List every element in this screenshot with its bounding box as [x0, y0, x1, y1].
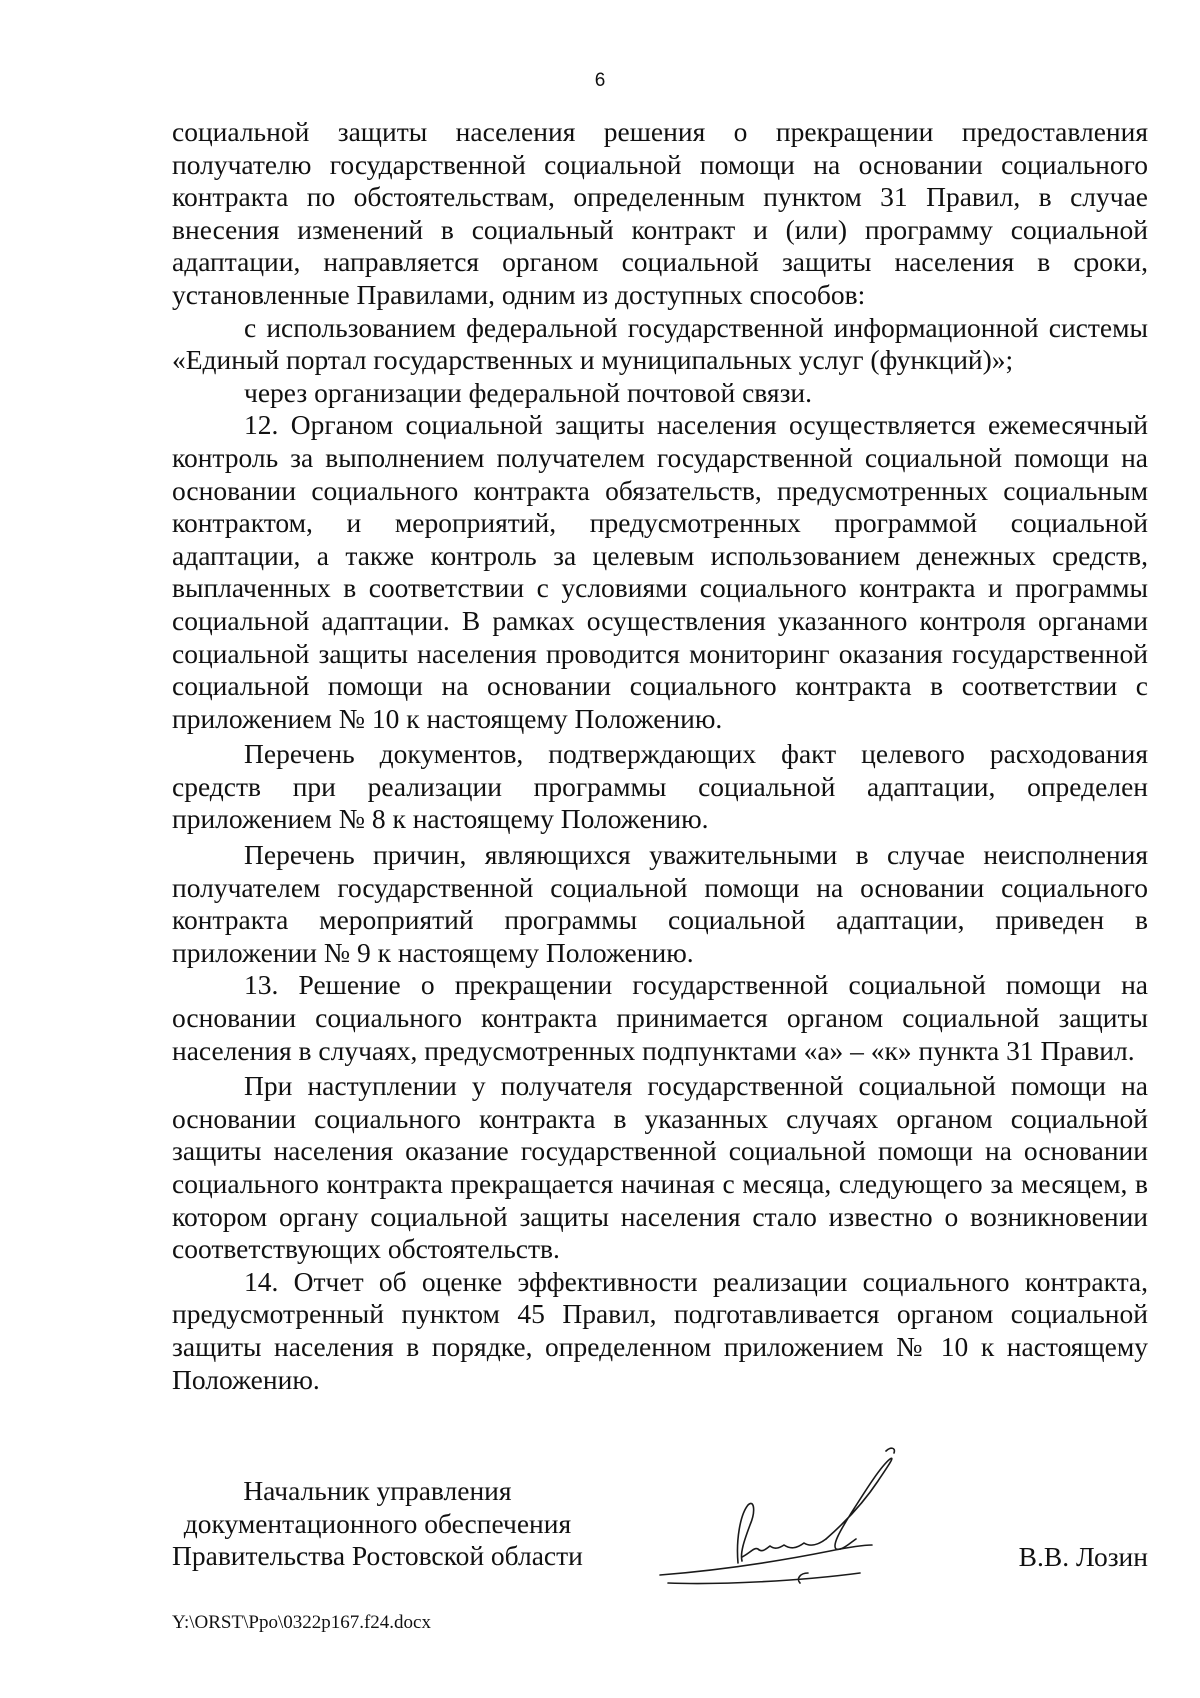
position-line-3: Правительства Ростовской области	[172, 1540, 583, 1572]
paragraph-method-portal: с использованием федеральной государственной информационной системы «Единый портал государственных и муниципальных услуг (функций)»;	[172, 311, 1148, 376]
position-line-1: Начальник управления	[243, 1475, 512, 1506]
page-number: 6	[594, 70, 606, 91]
position-line-2: документационного обеспечения	[183, 1507, 572, 1539]
handwritten-signature	[650, 1445, 990, 1585]
paragraph-item-14: 14. Отчет об оценке эффективности реализации социального контракта, предусмотренный пунктом 45 Правил, подготавливается органом социальной защиты населения в порядке, определенном приложением № 10 к настоящему Положению.	[172, 1265, 1148, 1395]
document-body	[172, 116, 1148, 1396]
paragraph-item-12: 12. Органом социальной защиты населения осуществляется ежемесячный контроль за выполнением получателем государственной социальной помощи на основании социального контракта обязательств, предусмотренных социальным контрактом, и мероприятий, предусмотренных программой социальной адаптации, а также контроль за целевым использованием денежных средств, выплаченных в соответствии с условиями социального контракта и программы социальной адаптации. В рамках осуществления указанного контроля органами социальной защиты населения проводится мониторинг оказания государственной социальной помощи на основании социального контракта в соответствии с приложением № 10 к настоящему Положению.	[172, 409, 1148, 734]
paragraph-method-post: через организации федеральной почтовой связи.	[244, 376, 813, 408]
signer-name: В.В. Лозин	[1018, 1541, 1148, 1572]
paragraph-documents-list: Перечень документов, подтверждающих факт целевого расходования средств при реализации программы социальной адаптации, определен приложением № 8 к настоящему Положению.	[172, 738, 1148, 835]
paragraph-continuation: социальной защиты населения решения о прекращении предоставления получателю государственной социальной помощи на основании социального контракта по обстоятельствам, определенным пунктом 31 Правил, в случае внесения изменений в социальный контракт и (или) программу социальной адаптации, направляется органом социальной защиты населения в сроки, установленные Правилами, одним из доступных способов:	[172, 116, 1148, 310]
paragraph-termination: При наступлении у получателя государственной социальной помощи на основании социального контракта в указанных случаях органом социальной защиты населения оказание государственной социальной помощи на основании социального контракта прекращается начиная с месяца, следующего за месяцем, в котором органу социальной защиты населения стало известно о возникновении соответствующих обстоятельств.	[172, 1070, 1148, 1265]
file-path: Y:\ORST\Ppo\0322p167.f24.docx	[172, 1612, 431, 1633]
paragraph-item-13: 13. Решение о прекращении государственной социальной помощи на основании социального контракта принимается органом социальной защиты населения в случаях, предусмотренных подпунктами «а» – «к» пункта 31 Правил.	[172, 969, 1148, 1066]
signatory-position	[172, 1475, 583, 1573]
paragraph-valid-reasons: Перечень причин, являющихся уважительными в случае неисполнения получателем государственной социальной помощи на основании социального контракта мероприятий программы социальной адаптации, приведен в приложении № 9 к настоящему Положению.	[172, 839, 1148, 968]
